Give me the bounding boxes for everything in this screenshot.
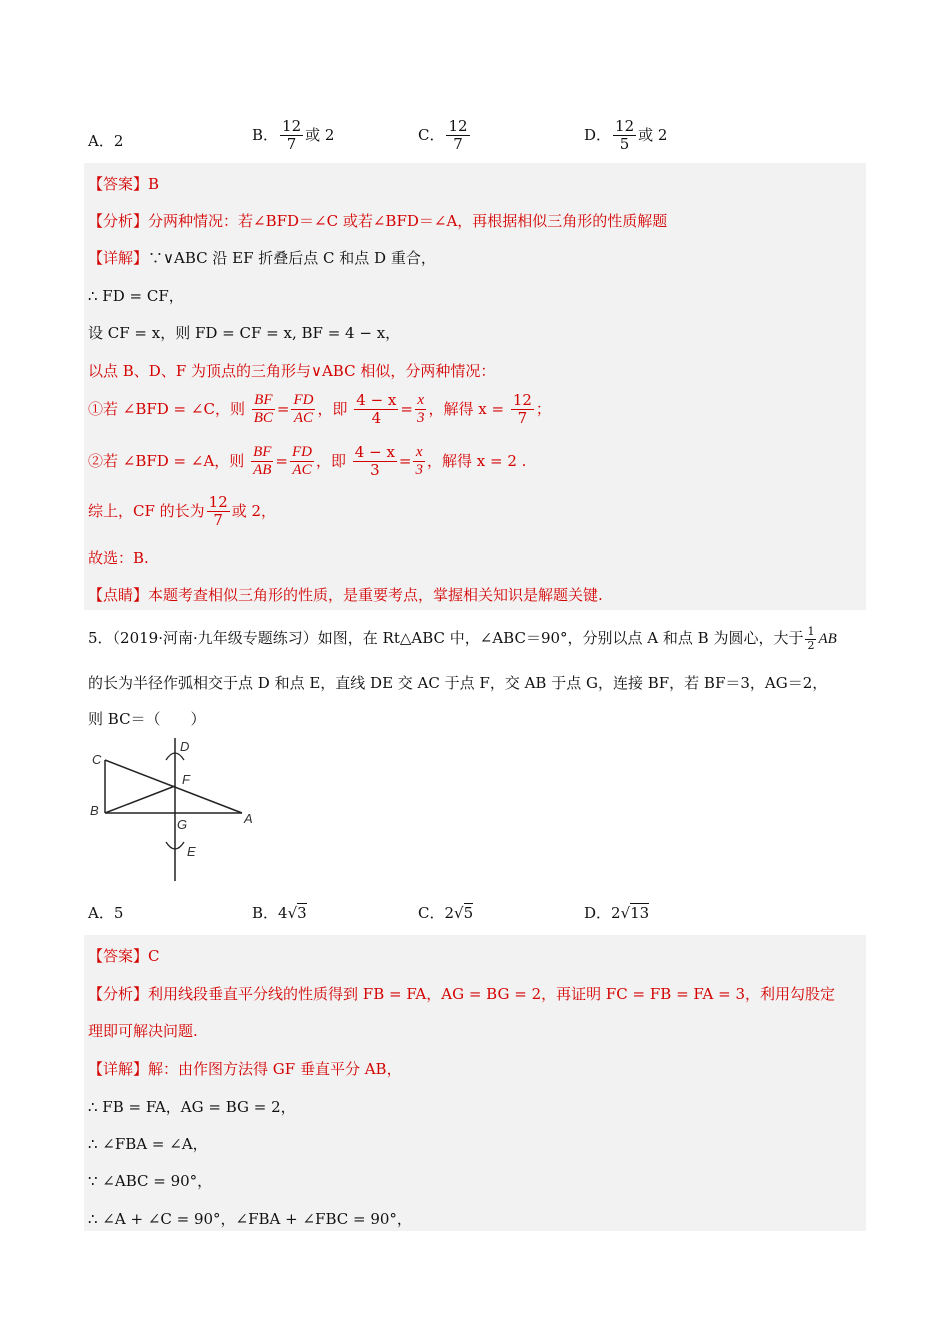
q5-stem-line-3: 则 BC＝（ ） bbox=[88, 710, 206, 728]
fraction: $\frac{12}{7}$ bbox=[448, 117, 468, 154]
q4-option-b[interactable]: B． $\frac{12}{7}$ 或 2 bbox=[252, 117, 335, 154]
label-d: D bbox=[180, 739, 190, 754]
q5-analysis-line-2: 理即可解决问题. bbox=[88, 1022, 198, 1040]
q5-figure bbox=[86, 734, 266, 886]
segment-bf bbox=[105, 786, 175, 813]
fraction: $\frac{12}{7}$ bbox=[208, 493, 228, 530]
fraction: $\frac{x}{3}$ bbox=[416, 392, 425, 427]
q4-analysis: 【分析】分两种情况：若∠BFD＝∠C 或若∠BFD＝∠A，再根据相似三角形的性质解题 bbox=[88, 212, 668, 230]
sqrt-icon: √ bbox=[287, 904, 298, 922]
q4-summary: 综上，CF 的长为 $\frac{12}{7}$ 或 2， bbox=[88, 493, 277, 530]
fraction: $\frac{x}{3}$ bbox=[415, 444, 423, 479]
fraction: $\frac{4 - x}{4}$ bbox=[356, 391, 397, 428]
q5-detail-line-5: ∴ ∠A + ∠C = 90°，∠FBA + ∠FBC = 90°， bbox=[88, 1210, 412, 1228]
label-g: G bbox=[177, 817, 188, 832]
q5-detail-line-4: ∵ ∠ABC = 90°， bbox=[88, 1172, 213, 1190]
fraction: $\frac{1}{2}$ bbox=[807, 625, 815, 652]
q4-option-a[interactable]: A．2 bbox=[88, 132, 124, 150]
label-c: C bbox=[92, 752, 102, 767]
q4-option-c[interactable]: C． $\frac{12}{7}$ bbox=[418, 117, 468, 154]
fraction: $\frac{12}{7}$ bbox=[282, 117, 302, 154]
label-e: E bbox=[187, 844, 196, 859]
q5-analysis-line-1: 【分析】利用线段垂直平分线的性质得到 FB = FA，AG = BG = 2，再证明 FC = FB = FA = 3，利用勾股定 bbox=[88, 985, 835, 1003]
q4-choose: 故选：B. bbox=[88, 549, 149, 567]
fraction: $\frac{FD}{AC}$ bbox=[292, 444, 312, 479]
q4-case-2: ②若 ∠BFD = ∠A，则 $\frac{BF}{AB}$ = $\frac{FD}{AC}$ ，即 $\frac{4 - x}{3}$ = $\frac{x}{3}$ ，解得 x = 2 . bbox=[88, 443, 527, 480]
q5-option-c[interactable]: C．2√5 bbox=[418, 904, 474, 922]
q4-case-1: ①若 ∠BFD = ∠C，则 $\frac{BF}{BC}$ = $\frac{FD}{AC}$ ，即 $\frac{4 - x}{4}$ = $\frac{x}{3}$ ，解得 x = $\frac{12}{7}$ ； bbox=[88, 391, 551, 428]
q4-option-d[interactable]: D． $\frac{12}{5}$ 或 2 bbox=[584, 117, 668, 154]
label-a: A bbox=[244, 811, 253, 826]
q5-option-a[interactable]: A．5 bbox=[88, 904, 124, 922]
fraction: $\frac{BF}{BC}$ bbox=[253, 392, 273, 427]
q4-detail-line-3: 设 CF = x，则 FD = CF = x, BF = 4 − x， bbox=[88, 324, 401, 342]
q5-detail-line-3: ∴ ∠FBA = ∠A， bbox=[88, 1135, 208, 1153]
fraction: $\frac{12}{7}$ bbox=[512, 391, 532, 428]
q4-detail-line-1: 【详解】∵∨ABC 沿 EF 折叠后点 C 和点 D 重合， bbox=[88, 249, 436, 267]
q5-stem-line-2: 的长为半径作弧相交于点 D 和点 E，直线 DE 交 AC 于点 F，交 AB 于点 G，连接 BF，若 BF＝3，AG＝2， bbox=[88, 674, 828, 692]
fraction: $\frac{BF}{AB}$ bbox=[253, 444, 272, 479]
q5-option-d[interactable]: D．2√13 bbox=[584, 904, 650, 922]
fraction: $\frac{FD}{AC}$ bbox=[293, 392, 314, 427]
q5-answer: 【答案】C bbox=[88, 947, 160, 965]
label-f: F bbox=[182, 772, 190, 787]
q4-detail-line-4: 以点 B、D、F 为顶点的三角形与∨ABC 相似，分两种情况： bbox=[88, 362, 496, 380]
q5-detail-line-2: ∴ FB = FA，AG = BG = 2， bbox=[88, 1098, 296, 1116]
q4-answer: 【答案】B bbox=[88, 175, 160, 193]
label-b: B bbox=[90, 803, 99, 818]
q5-stem-line-1: 5．（2019·河南·九年级专题练习）如图，在 Rt△ABC 中，∠ABC＝90°，分别以点 A 和点 B 为圆心，大于 $\frac{1}{2}$ AB bbox=[88, 625, 837, 652]
sqrt-icon: √ bbox=[454, 904, 464, 922]
sqrt-icon: √ bbox=[620, 904, 631, 922]
fraction: $\frac{12}{5}$ bbox=[615, 117, 635, 154]
q4-comment: 【点睛】本题考查相似三角形的性质，是重要考点，掌握相关知识是解题关键. bbox=[88, 586, 603, 604]
fraction: $\frac{4 - x}{3}$ bbox=[354, 443, 395, 480]
q5-detail-line-1: 【详解】解：由作图方法得 GF 垂直平分 AB， bbox=[88, 1060, 402, 1078]
q5-option-b[interactable]: B．4√3 bbox=[252, 904, 307, 922]
q4-detail-line-2: ∴ FD = CF， bbox=[88, 287, 184, 305]
